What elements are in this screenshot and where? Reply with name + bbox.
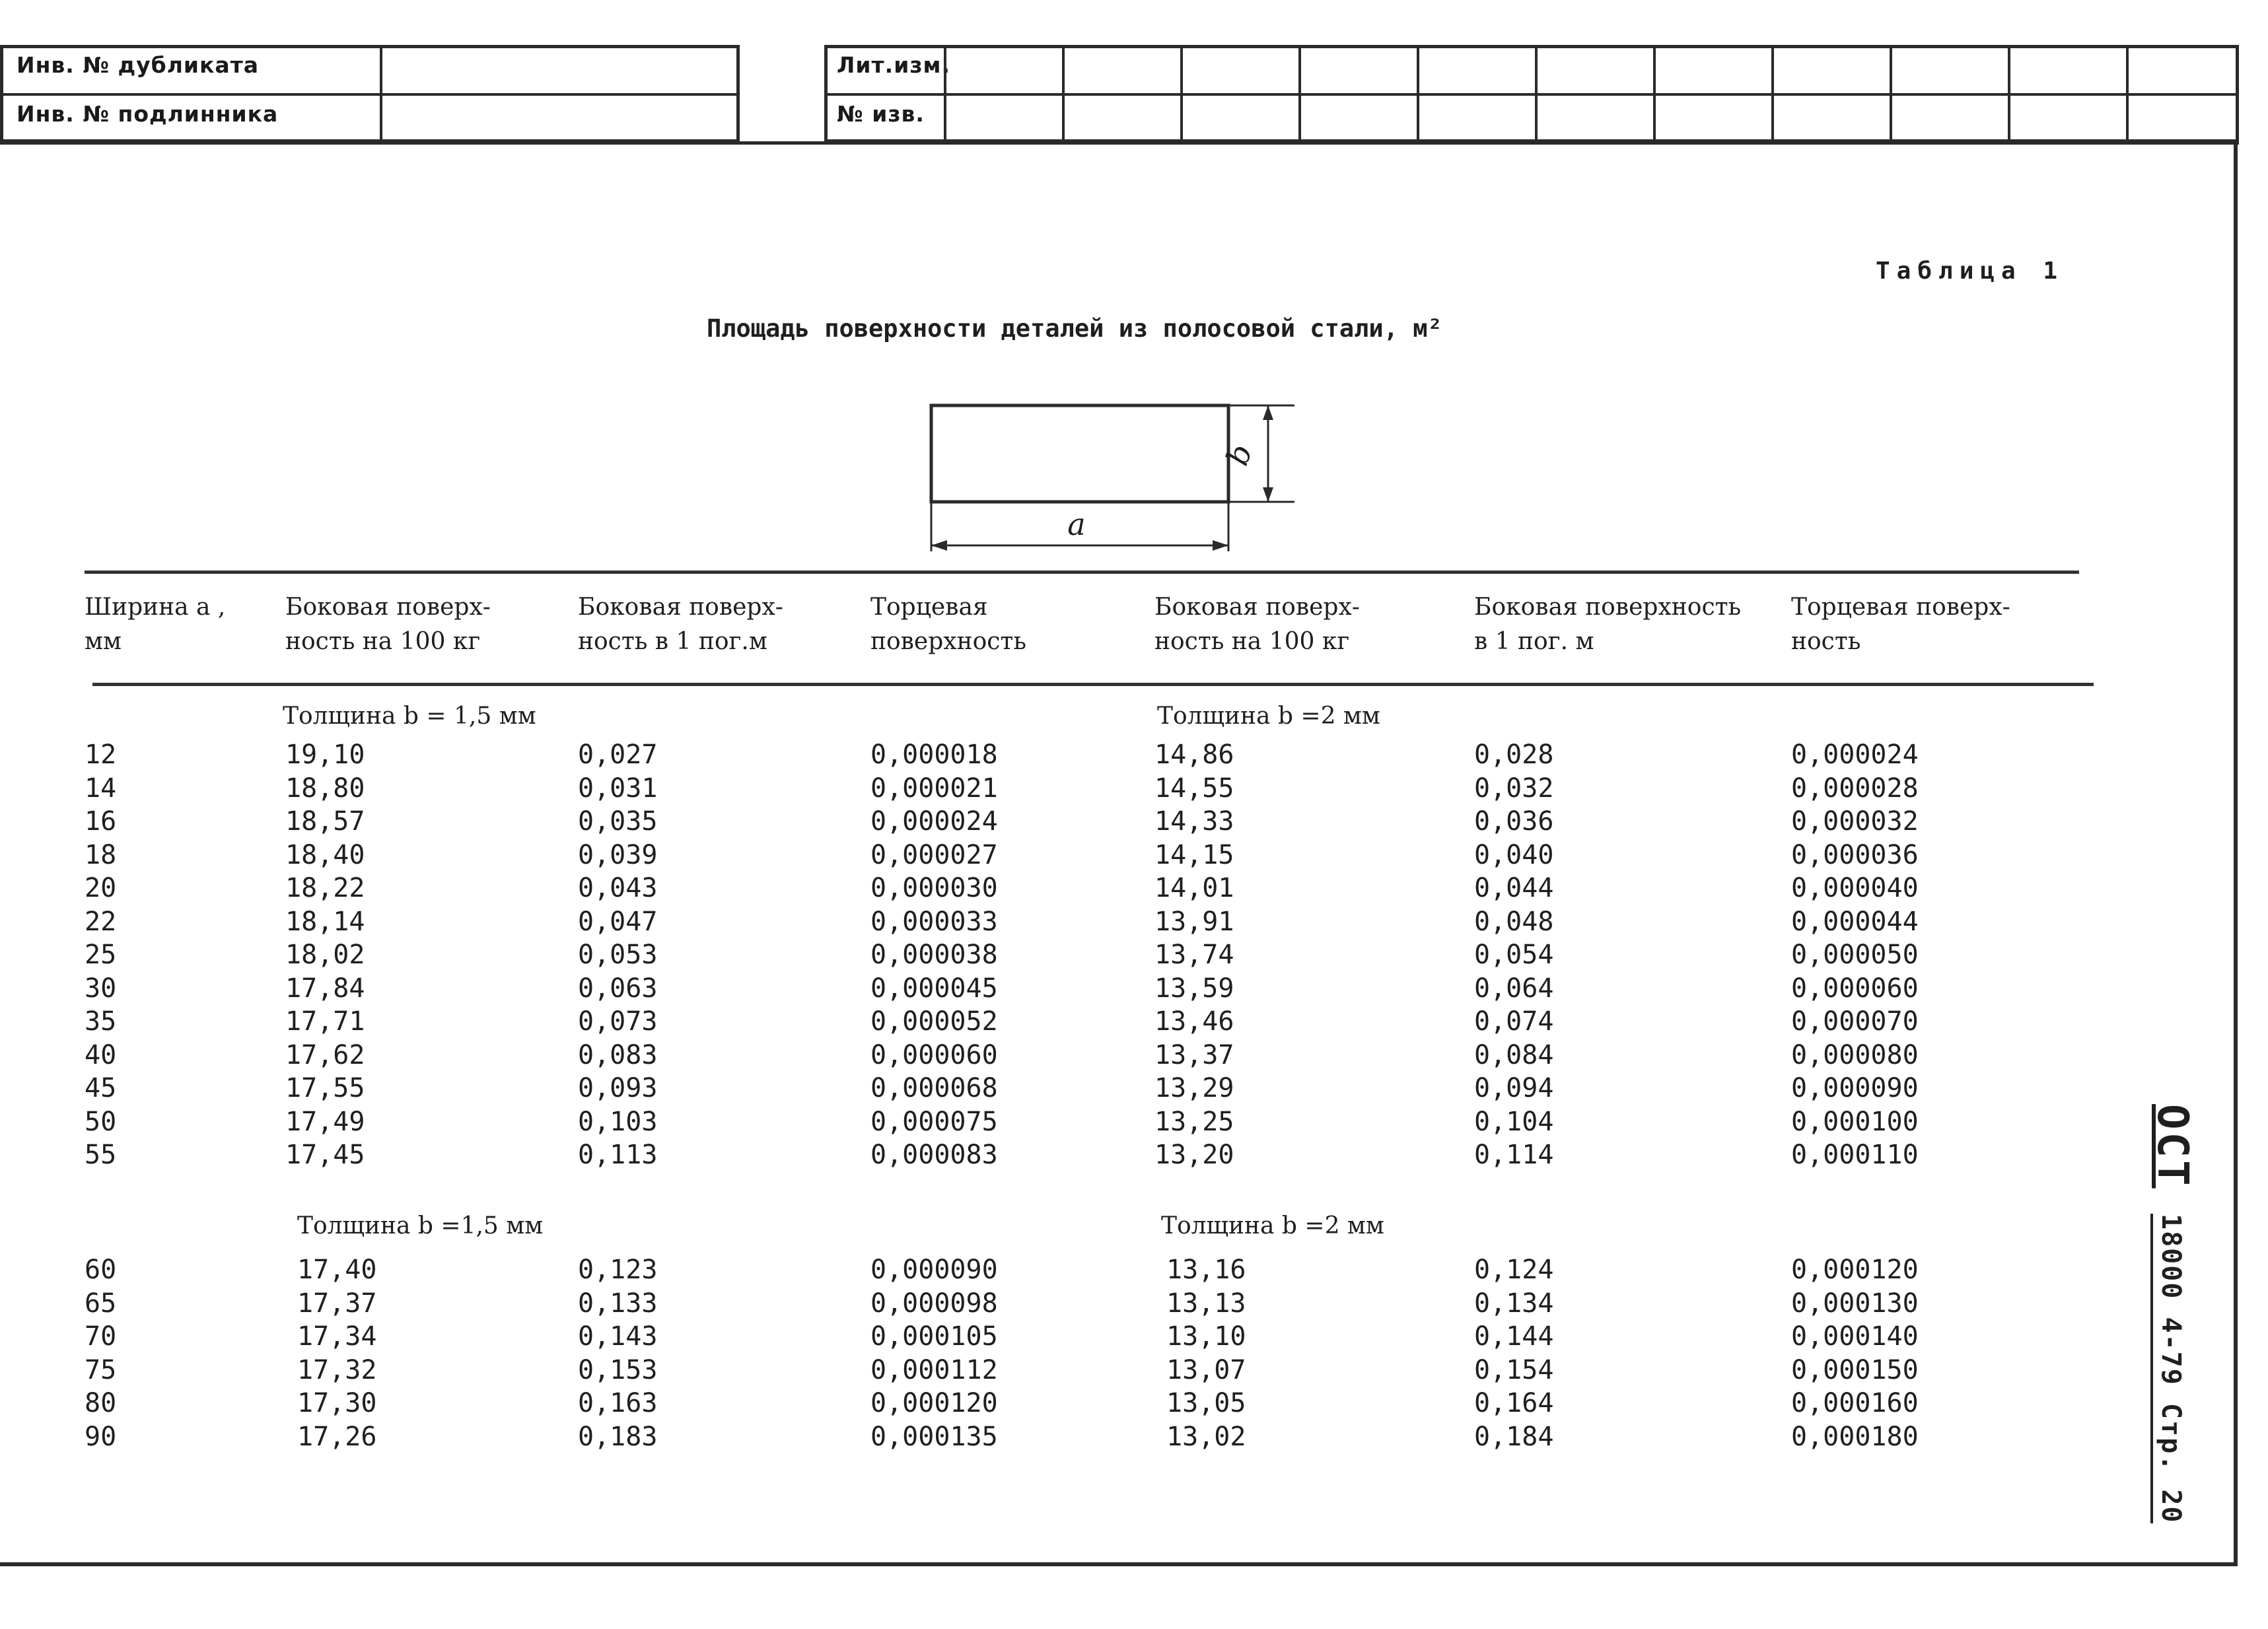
table-cell: 0,043	[578, 873, 658, 903]
table-cell: 0,000068	[870, 1073, 998, 1103]
table-cell: 13,59	[1154, 973, 1234, 1004]
stamp-right-divider	[2126, 48, 2129, 139]
table-cell: 65	[85, 1288, 117, 1319]
table-cell: 0,000030	[870, 873, 998, 903]
table-cell: 17,26	[297, 1421, 377, 1452]
table-cell: 0,000018	[870, 740, 998, 770]
table-cell: 0,163	[578, 1388, 658, 1418]
table-cell: 0,028	[1474, 740, 1554, 770]
table-cell: 0,000045	[870, 973, 998, 1004]
stamp-right-divider	[944, 48, 946, 139]
table-cell: 0,124	[1474, 1255, 1554, 1285]
table-cell: 20	[85, 873, 117, 903]
table-cell: 0,074	[1474, 1006, 1554, 1037]
table-cell: 13,10	[1166, 1321, 1246, 1352]
table-cell: 0,000120	[870, 1388, 998, 1418]
table-cell: 17,49	[285, 1106, 365, 1137]
table-cell: 0,134	[1474, 1288, 1554, 1319]
table-cell: 0,103	[578, 1106, 658, 1137]
table-cell: 18,02	[285, 940, 365, 970]
page-title: Площадь поверхности деталей из полосовой стали, м²	[707, 314, 1442, 343]
table-cell: 18,57	[285, 806, 365, 837]
strip-rectangle	[931, 405, 1228, 502]
table-cell: 0,047	[578, 906, 658, 937]
table-cell: 0,035	[578, 806, 658, 837]
stamp-right-divider	[1771, 48, 1774, 139]
stamp-left	[0, 45, 740, 143]
table-cell: 50	[85, 1106, 117, 1137]
stamp-label-original: Инв. № подлинника	[17, 101, 279, 127]
column-header: Боковая поверх- ность в 1 пог.м	[578, 594, 783, 655]
column-header: Боковая поверх- ность на 100 кг	[285, 594, 491, 655]
table-cell: 0,000036	[1791, 839, 1919, 870]
stamp-right	[824, 45, 2239, 143]
table-cell: 0,153	[578, 1354, 658, 1385]
table-cell: 0,000033	[870, 906, 998, 937]
column-header: Торцевая поверхность	[870, 594, 1026, 655]
table-cell: 0,000028	[1791, 773, 1919, 804]
table-cell: 13,05	[1166, 1388, 1246, 1418]
table-cell: 0,000180	[1791, 1421, 1919, 1452]
stamp-right-divider	[1180, 48, 1183, 139]
table-cell: 0,000090	[870, 1255, 998, 1285]
thickness-arrow-top	[1263, 405, 1273, 420]
table-cell: 0,144	[1474, 1321, 1554, 1352]
stamp-right-divider	[1890, 48, 1892, 139]
table-cell: 13,25	[1154, 1106, 1234, 1137]
table-cell: 0,000024	[1791, 740, 1919, 770]
stamp-label-lit-izm: Лит.изм.	[837, 52, 951, 78]
table-number: Таблица 1	[1876, 258, 2065, 285]
stamp-right-divider	[1653, 48, 1656, 139]
table-cell: 0,000070	[1791, 1006, 1919, 1037]
table-cell: 12	[85, 740, 117, 770]
table-cell: 25	[85, 940, 117, 970]
table-cell: 0,036	[1474, 806, 1554, 837]
table-cell: 16	[85, 806, 117, 837]
column-header: Ширина а , мм	[85, 594, 226, 655]
table-cell: 13,13	[1166, 1288, 1246, 1319]
table-cell: 0,054	[1474, 940, 1554, 970]
table-cell: 19,10	[285, 740, 365, 770]
stamp-left-divider	[380, 48, 382, 139]
table-cell: 0,031	[578, 773, 658, 804]
stamp-right-divider	[1062, 48, 1065, 139]
table-cell: 0,000060	[1791, 973, 1919, 1004]
side-standard-prefix: ОСТ	[2148, 1104, 2197, 1189]
table-cell: 0,000140	[1791, 1321, 1919, 1352]
table-cell: 35	[85, 1006, 117, 1037]
table-cell: 0,104	[1474, 1106, 1554, 1137]
table-cell: 17,30	[297, 1388, 377, 1418]
table-cell: 18,22	[285, 873, 365, 903]
column-header: Торцевая поверх- ность	[1791, 594, 2010, 655]
table-cell: 17,84	[285, 973, 365, 1004]
table-cell: 17,45	[285, 1140, 365, 1170]
table-cell: 18,14	[285, 906, 365, 937]
table-cell: 0,000040	[1791, 873, 1919, 903]
stamp-left-row-1	[3, 48, 736, 96]
width-arrow-left	[931, 540, 947, 551]
table-cell: 13,74	[1154, 940, 1234, 970]
table-cell: 0,084	[1474, 1039, 1554, 1070]
table-cell: 14,01	[1154, 873, 1234, 903]
table-cell: 75	[85, 1354, 117, 1385]
table-cell: 13,02	[1166, 1421, 1246, 1452]
table-cell: 45	[85, 1073, 117, 1103]
table-cell: 0,000021	[870, 773, 998, 804]
table-cell: 0,093	[578, 1073, 658, 1103]
table-cell: 13,91	[1154, 906, 1234, 937]
table-cell: 0,039	[578, 839, 658, 870]
table-cell: 0,044	[1474, 873, 1554, 903]
stamp-right-divider	[2008, 48, 2010, 139]
stamp-right-divider	[1298, 48, 1301, 139]
table-cell: 0,114	[1474, 1140, 1554, 1170]
strip-diagram	[911, 390, 1308, 561]
table-cell: 30	[85, 973, 117, 1004]
thickness-arrow-bottom	[1263, 487, 1273, 502]
table-cell: 17,62	[285, 1039, 365, 1070]
table-cell: 0,000027	[870, 839, 998, 870]
width-label: a	[1067, 506, 1086, 542]
table-cell: 40	[85, 1039, 117, 1070]
table-cell: 14	[85, 773, 117, 804]
table-cell: 60	[85, 1255, 117, 1285]
table-cell: 0,000090	[1791, 1073, 1919, 1103]
table-cell: 17,40	[297, 1255, 377, 1285]
table-cell: 0,048	[1474, 906, 1554, 937]
table-cell: 0,000112	[870, 1354, 998, 1385]
section-label-left: Толщина b = 1,5 мм	[283, 703, 536, 730]
thickness-label: b	[1219, 439, 1259, 470]
table-cell: 14,33	[1154, 806, 1234, 837]
table-cell: 14,55	[1154, 773, 1234, 804]
table-cell: 0,000060	[870, 1039, 998, 1070]
table-cell: 13,29	[1154, 1073, 1234, 1103]
table-cell: 55	[85, 1140, 117, 1170]
stamp-label-duplicate: Инв. № дубликата	[17, 52, 260, 78]
side-standard-code: 18000 4-79 Стр. 20	[2150, 1214, 2186, 1523]
table-cell: 0,000075	[870, 1106, 998, 1137]
table-cell: 0,040	[1474, 839, 1554, 870]
table-cell: 0,154	[1474, 1354, 1554, 1385]
table-cell: 13,37	[1154, 1039, 1234, 1070]
header-bottom-rule	[92, 683, 2094, 686]
section-label-right: Толщина b =2 мм	[1161, 1212, 1384, 1239]
table-cell: 0,164	[1474, 1388, 1554, 1418]
table-cell: 17,55	[285, 1073, 365, 1103]
section-label-right: Толщина b =2 мм	[1157, 703, 1380, 730]
table-cell: 0,000130	[1791, 1288, 1919, 1319]
table-cell: 18,40	[285, 839, 365, 870]
width-arrow-right	[1213, 540, 1228, 551]
frame-bottom	[0, 1562, 2238, 1566]
table-cell: 13,20	[1154, 1140, 1234, 1170]
stamp-right-row-1	[828, 48, 2236, 96]
column-header: Боковая поверхность в 1 пог. м	[1474, 594, 1742, 655]
frame-top	[0, 141, 2239, 145]
table-cell: 0,113	[578, 1140, 658, 1170]
table-cell: 0,064	[1474, 973, 1554, 1004]
table-cell: 0,184	[1474, 1421, 1554, 1452]
table-cell: 17,71	[285, 1006, 365, 1037]
table-cell: 14,15	[1154, 839, 1234, 870]
table-cell: 0,000110	[1791, 1140, 1919, 1170]
table-cell: 0,032	[1474, 773, 1554, 804]
table-cell: 17,37	[297, 1288, 377, 1319]
table-cell: 0,000150	[1791, 1354, 1919, 1385]
table-cell: 0,123	[578, 1255, 658, 1285]
table-cell: 18,80	[285, 773, 365, 804]
table-cell: 13,46	[1154, 1006, 1234, 1037]
table-cell: 0,000135	[870, 1421, 998, 1452]
table-cell: 14,86	[1154, 740, 1234, 770]
table-cell: 0,000050	[1791, 940, 1919, 970]
table-cell: 0,000080	[1791, 1039, 1919, 1070]
table-cell: 70	[85, 1321, 117, 1352]
table-cell: 0,063	[578, 973, 658, 1004]
stamp-right-divider	[1417, 48, 1419, 139]
table-cell: 0,083	[578, 1039, 658, 1070]
table-cell: 13,16	[1166, 1255, 1246, 1285]
table-cell: 17,34	[297, 1321, 377, 1352]
table-cell: 18	[85, 839, 117, 870]
frame-right	[2234, 141, 2238, 1565]
table-cell: 17,32	[297, 1354, 377, 1385]
table-cell: 0,094	[1474, 1073, 1554, 1103]
table-cell: 0,143	[578, 1321, 658, 1352]
table-cell: 0,133	[578, 1288, 658, 1319]
table-cell: 0,027	[578, 740, 658, 770]
table-cell: 80	[85, 1388, 117, 1418]
table-cell: 0,053	[578, 940, 658, 970]
column-header: Боковая поверх- ность на 100 кг	[1154, 594, 1360, 655]
section-label-left: Толщина b =1,5 мм	[297, 1212, 544, 1239]
table-cell: 0,000100	[1791, 1106, 1919, 1137]
table-cell: 0,000038	[870, 940, 998, 970]
table-cell: 0,000044	[1791, 906, 1919, 937]
table-cell: 90	[85, 1421, 117, 1452]
table-cell: 0,000083	[870, 1140, 998, 1170]
table-cell: 0,000032	[1791, 806, 1919, 837]
table-cell: 0,000098	[870, 1288, 998, 1319]
table-cell: 0,000120	[1791, 1255, 1919, 1285]
stamp-label-izv: № изв.	[837, 101, 925, 127]
table-cell: 0,183	[578, 1421, 658, 1452]
table-cell: 0,000105	[870, 1321, 998, 1352]
table-cell: 0,000024	[870, 806, 998, 837]
table-cell: 0,000160	[1791, 1388, 1919, 1418]
table-cell: 22	[85, 906, 117, 937]
table-top-rule	[85, 571, 2079, 574]
table-cell: 0,000052	[870, 1006, 998, 1037]
table-cell: 13,07	[1166, 1354, 1246, 1385]
table-cell: 0,073	[578, 1006, 658, 1037]
stamp-right-divider	[1535, 48, 1538, 139]
